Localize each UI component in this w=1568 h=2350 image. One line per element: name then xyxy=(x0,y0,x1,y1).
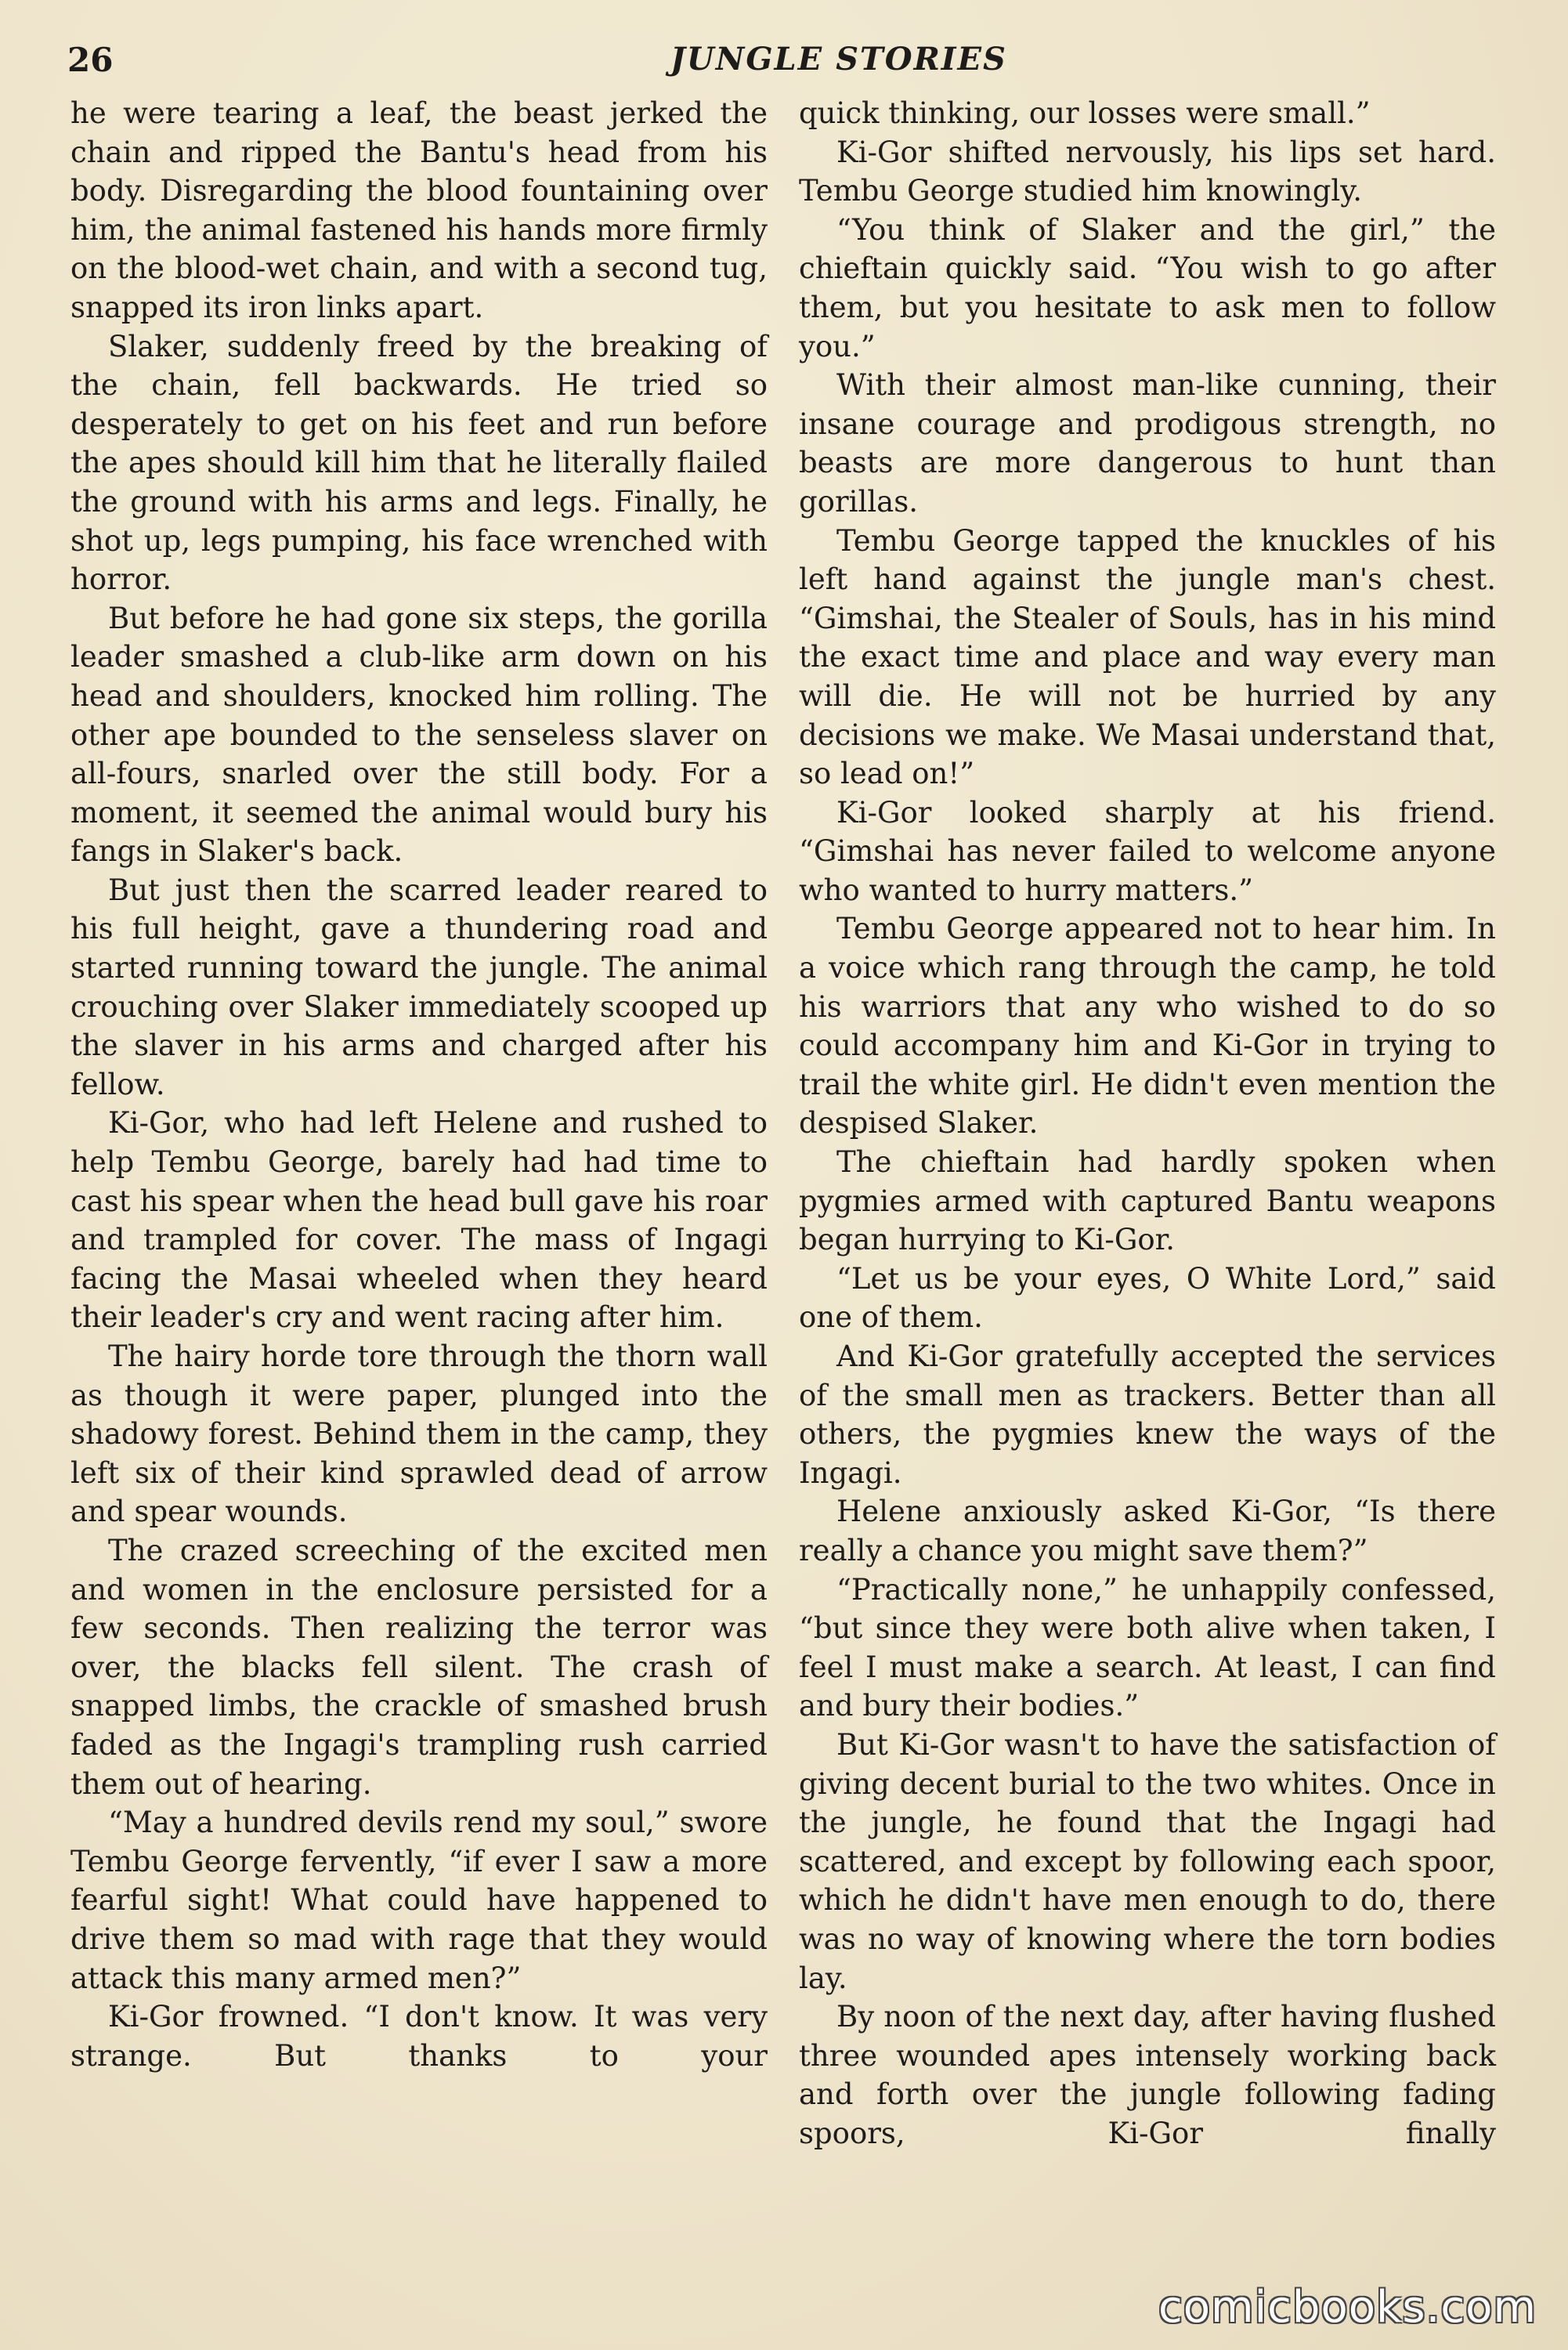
paragraph: The crazed screeching of the excited men and women in the enclosure persisted for a few seconds. Then realizing the terror was over, the blacks fell silent. The crash of snapped limbs, the crackle of smashed brush faded as the Ingagi's trampling rush carried them out of hearing. xyxy=(70,1533,768,1801)
watermark-logo: comicbooks.com xyxy=(1158,2282,1537,2333)
paragraph: And Ki-Gor gratefully accepted the services of the small men as trackers. Better than all others, the pygmies knew the ways of the Ingagi. xyxy=(799,1340,1496,1490)
paragraph: With their almost man-like cunning, their insane courage and prodigous strength, no beasts are more dangerous to hunt than gorillas. xyxy=(799,368,1496,519)
paragraph: Ki-Gor shifted nervously, his lips set hard. Tembu George studied him knowingly. xyxy=(799,135,1496,208)
paragraph: “May a hundred devils rend my soul,” swore Tembu George fervently, “if ever I saw a more fearful sight! What could have happened to drive them so mad with rage that they would attack this many armed men?” xyxy=(70,1806,768,1995)
paragraph: But Ki-Gor wasn't to have the satisfaction of giving decent burial to the two whites. Once in the jungle, he found that the Ingagi had scattered, and except by following each spoor, which he didn't have men enough to do, there was no way of knowing where the torn bodies lay. xyxy=(799,1727,1496,1995)
right-column xyxy=(799,94,1496,2153)
paragraph: Ki-Gor looked sharply at his friend. “Gimshai has never failed to welcome anyone who wanted to hurry matters.” xyxy=(799,795,1496,907)
page-header xyxy=(67,41,1501,88)
paragraph: quick thinking, our losses were small.” xyxy=(799,96,1371,130)
paragraph: Tembu George appeared not to hear him. In a voice which rang through the camp, he told his warriors that any who wished to do so could accompany him and Ki-Gor in trying to trail the white girl. He didn't even mention the despised Slaker. xyxy=(799,912,1496,1141)
paragraph: The hairy horde tore through the thorn wall as though it were paper, plunged into the shadowy forest. Behind them in the camp, they left six of their kind sprawled dead of arrow and spear wounds. xyxy=(70,1340,768,1529)
paragraph: The chieftain had hardly spoken when pygmies armed with captured Bantu weapons began hurrying to Ki-Gor. xyxy=(799,1145,1496,1257)
paragraph: he were tearing a leaf, the beast jerked the chain and ripped the Bantu's head from his body. Disregarding the blood fountaining over him, the animal fastened his hands more firmly on the blood-wet chain, and with a second tug, snapped its iron links apart. xyxy=(70,96,768,324)
paragraph: Tembu George tapped the knuckles of his left hand against the jungle man's chest. “Gimshai, the Stealer of Souls, has in his mind the exact time and place and way every man will die. He will not be hurried by any decisions we make. We Masai understand that, so lead on!” xyxy=(799,523,1496,791)
paragraph: “Let us be your eyes, O White Lord,” said one of them. xyxy=(799,1261,1496,1335)
paragraph: Slaker, suddenly freed by the breaking of the chain, fell backwards. He tried so desperately to get on his feet and run before the apes should kill him that he literally flailed the ground with his arms and legs. Finally, he shot up, legs pumping, his face wrenched with horror. xyxy=(70,329,768,597)
left-column xyxy=(70,94,768,2075)
paragraph: But before he had gone six steps, the gorilla leader smashed a club-like arm down on his head and shoulders, knocked him rolling. The other ape bounded to the senseless slaver on all-fours, snarled over the still body. For a moment, it seemed the animal would bury his fangs in Slaker's back. xyxy=(70,601,768,869)
paragraph: Ki-Gor frowned. “I don't know. It was very strange. But thanks to your xyxy=(70,2000,768,2073)
paragraph: By noon of the next day, after having flushed three wounded apes intensely working back and forth over the jungle following fading spoors, Ki-Gor finally xyxy=(799,2000,1496,2150)
running-title: JUNGLE STORIES xyxy=(670,41,1007,78)
paragraph: Helene anxiously asked Ki-Gor, “Is there really a chance you might save them?” xyxy=(799,1495,1496,1567)
paragraph: But just then the scarred leader reared to his full height, gave a thundering road and started running toward the jungle. The animal crouching over Slaker immediately scooped up the slaver in his arms and charged after his fellow. xyxy=(70,873,768,1101)
paragraph: Ki-Gor, who had left Helene and rushed to help Tembu George, barely had had time to cast his spear when the head bull gave his roar and trampled for cover. The mass of Ingagi facing the Masai wheeled when they heard their leader's cry and went racing after him. xyxy=(70,1106,768,1335)
paragraph: “Practically none,” he unhappily confessed, “but since they were both alive when taken, I feel I must make a search. At least, I can find and bury their bodies.” xyxy=(799,1572,1496,1723)
page-number: 26 xyxy=(67,41,114,79)
paragraph: “You think of Slaker and the girl,” the chieftain quickly said. “You wish to go after them, but you hesitate to ask men to follow you.” xyxy=(799,212,1496,363)
